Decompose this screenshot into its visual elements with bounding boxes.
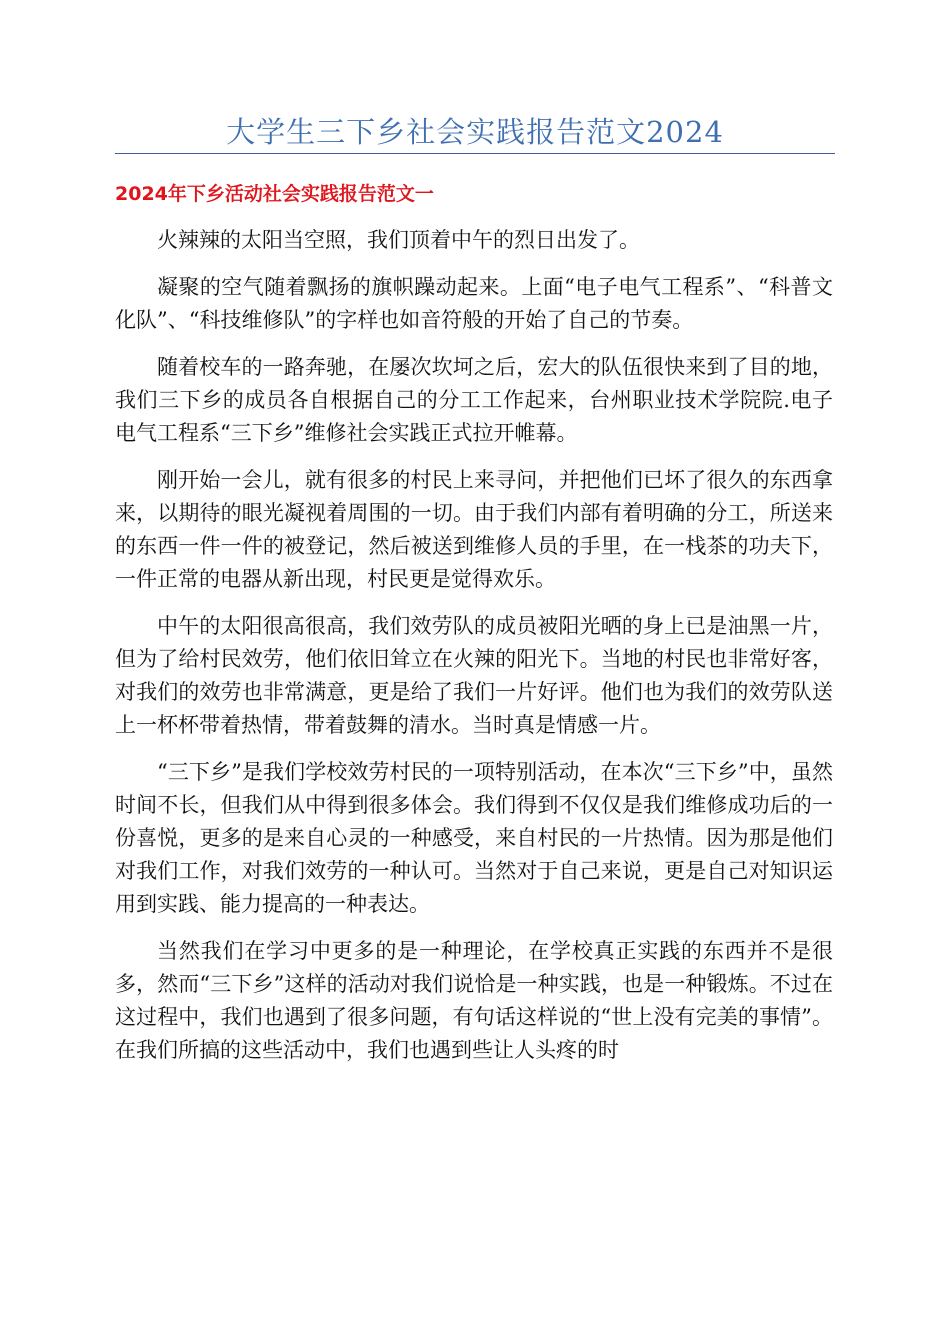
paragraph-1: 火辣辣的太阳当空照，我们顶着中午的烈日出发了。: [157, 228, 640, 252]
paragraph-7: 当然我们在学习中更多的是一种理论，在学校真正实践的东西并不是很多，然而“三下乡”这样的活动对我们说恰是一种实践，也是一种锻炼。不过在这过程中，我们也遇到了很多问题，有句话这样说的“世上没有完美的事情”。在我们所搞的这些活动中，我们也遇到些让人头疼的时: [115, 939, 833, 1062]
document-title: 大学生三下乡社会实践报告范文2024: [226, 115, 724, 149]
section-heading: 2024年下乡活动社会实践报告范文一: [115, 183, 434, 205]
title-underline: [115, 153, 835, 154]
paragraph-5: 中午的太阳很高很高，我们效劳队的成员被阳光晒的身上已是油黑一片，但为了给村民效劳，他们依旧耸立在火辣的阳光下。当地的村民也非常好客，对我们的效劳也非常满意，更是给了我们一片好评。他们也为我们的效劳队送上一杯杯带着热情，带着鼓舞的清水。当时真是情感一片。: [115, 614, 833, 737]
document-body: [115, 224, 833, 1081]
paragraph-4: 刚开始一会儿，就有很多的村民上来寻问，并把他们已坏了很久的东西拿来，以期待的眼光凝视着周围的一切。由于我们内部有着明确的分工，所送来的东西一件一件的被登记，然后被送到维修人员的手里，在一栈茶的功夫下，一件正常的电器从新出现，村民更是觉得欢乐。: [115, 468, 833, 591]
paragraph-2: 凝聚的空气随着飘扬的旗帜躁动起来。上面“电子电气工程系”、“科普文化队”、“科技维修队”的字样也如音符般的开始了自己的节奏。: [115, 275, 833, 332]
paragraph-3: 随着校车的一路奔驰，在屡次坎坷之后，宏大的队伍很快来到了目的地，我们三下乡的成员各自根据自己的分工工作起来，台州职业技术学院院.电子电气工程系“三下乡”维修社会实践正式拉开帷幕。: [115, 355, 833, 445]
paragraph-6: “三下乡”是我们学校效劳村民的一项特别活动，在本次“三下乡”中，虽然时间不长，但我们从中得到很多体会。我们得到不仅仅是我们维修成功后的一份喜悦，更多的是来自心灵的一种感受，来自村民的一片热情。因为那是他们对我们工作，对我们效劳的一种认可。当然对于自己来说，更是自己对知识运用到实践、能力提高的一种表达。: [115, 760, 833, 916]
